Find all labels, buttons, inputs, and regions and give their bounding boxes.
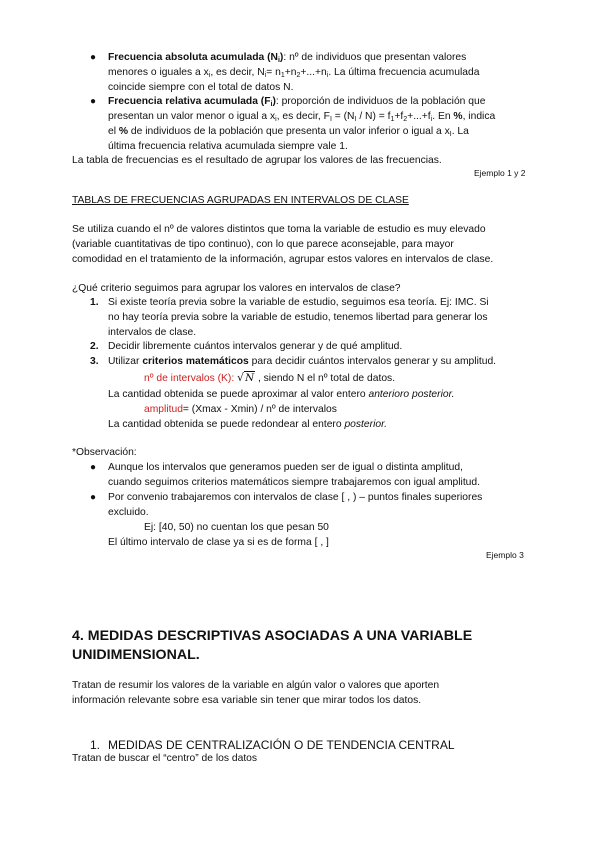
bullet-dot: ●: [90, 52, 97, 63]
chapter-title: 4. MEDIDAS DESCRIPTIVAS ASOCIADAS A UNA VARIABLE: [72, 628, 473, 644]
obs-line: cuando seguimos criterios matemáticos siempre trabajaremos con igual amplitud.: [108, 477, 481, 488]
obs-line: Por convenio trabajaremos con intervalos de clase [ , ) – puntos finales superiores: [108, 492, 483, 503]
item3-line: Utilizar criterios matemáticos para decidir cuántos intervalos generar y su amplitud.: [108, 356, 497, 367]
list-number: 2.: [90, 341, 99, 352]
item1-line: no hay teoría previa sobre la variable de estudio, tenemos libertad para generar los: [108, 312, 488, 323]
rel-freq-line4: última frecuencia relativa acumulada siempre vale 1.: [108, 141, 348, 152]
obs-example: Ej: [40, 50) no cuentan los que pesan 50: [144, 522, 329, 533]
item2-line: Decidir libremente cuántos intervalos generar y de qué amplitud.: [108, 341, 403, 352]
ejemplo-ref: Ejemplo 3: [486, 550, 524, 560]
rel-freq-line2: presentan un valor menor o igual a $x_i$, es decir, $F_I = (N_I / N) = f_1+f_2+...+f_i$. En %, indica: [108, 111, 496, 123]
bullet-dot: ●: [90, 462, 97, 473]
item1-line: Si existe teoría previa sobre la variable de estudio, seguimos esa teoría. Ej: IMC. Si: [108, 297, 489, 308]
round-line: La cantidad obtenida se puede redondear al entero posterior.: [108, 419, 387, 430]
intro-line: comodidad en el tratamiento de la información, agrupar estos valores en intervalos de clase.: [72, 254, 494, 265]
obs-last: El último intervalo de clase ya si es de forma [ , ]: [108, 537, 329, 548]
section-title: TABLAS DE FRECUENCIAS AGRUPADAS EN INTERVALOS DE CLASE: [72, 195, 409, 206]
list-number: 1.: [90, 297, 99, 308]
chapter-title: UNIDIMENSIONAL.: [72, 647, 200, 663]
obs-line: Aunque los intervalos que generamos pueden ser de igual o distinta amplitud,: [108, 462, 463, 473]
bullet-dot: ●: [90, 492, 97, 503]
ejemplo-ref: Ejemplo 1 y 2: [474, 168, 526, 178]
intro-line: Se utiliza cuando el nº de valores distintos que toma la variable de estudio es muy elevado: [72, 224, 486, 235]
item1-line: intervalos de clase.: [108, 327, 197, 338]
obs-line: excluido.: [108, 507, 149, 518]
formula-amplitud: amplitud= (Xmax - Xmin) / nº de intervalos: [144, 404, 337, 415]
rel-freq-line1: Frecuencia relativa acumulada $(F_i)$: proporción de individuos de la población que: [108, 96, 486, 108]
abs-freq-line2: menores o iguales a $x_i$, es decir, $N_i= n_1+n_2+...+n_i$. La última frecuencia acumulada: [108, 67, 480, 79]
subsection-title: MEDIDAS DE CENTRALIZACIÓN O DE TENDENCIA CENTRAL: [108, 738, 455, 752]
tabla-line: La tabla de frecuencias es el resultado de agrupar los valores de las frecuencias.: [72, 155, 442, 166]
abs-freq-line3: coincide siempre con el total de datos N.: [108, 82, 294, 93]
subsection-intro: Tratan de buscar el “centro” de los datos: [72, 753, 258, 764]
chapter-intro-line: Tratan de resumir los valores de la variable en algún valor o valores que aporten: [72, 680, 440, 691]
rel-freq-line3: el % de individuos de la población que presenta un valor inferior o igual a $x_I$. La: [108, 126, 469, 138]
abs-freq-line1: Frecuencia absoluta acumulada $(N_i)$: nº de individuos que presentan valores: [108, 52, 467, 64]
subsection-number: 1.: [90, 738, 101, 752]
bullet-dot: ●: [90, 96, 97, 107]
chapter-intro-line: información relevante sobre esa variable sin tener que mirar todos los datos.: [72, 695, 422, 706]
observacion-heading: *Observación:: [72, 447, 137, 458]
intro-line: (variable cuantitativas de tipo continuo), con lo que parece aconsejable, para mayor: [72, 239, 454, 250]
question: ¿Qué criterio seguimos para agrupar los valores en intervalos de clase?: [72, 283, 401, 294]
approx-line: La cantidad obtenida se puede aproximar al valor entero anterioro posterior.: [108, 389, 455, 400]
list-number: 3.: [90, 356, 99, 367]
formula-intervals: nº de intervalos (K): √N , siendo N el nº total de datos.: [144, 371, 396, 384]
